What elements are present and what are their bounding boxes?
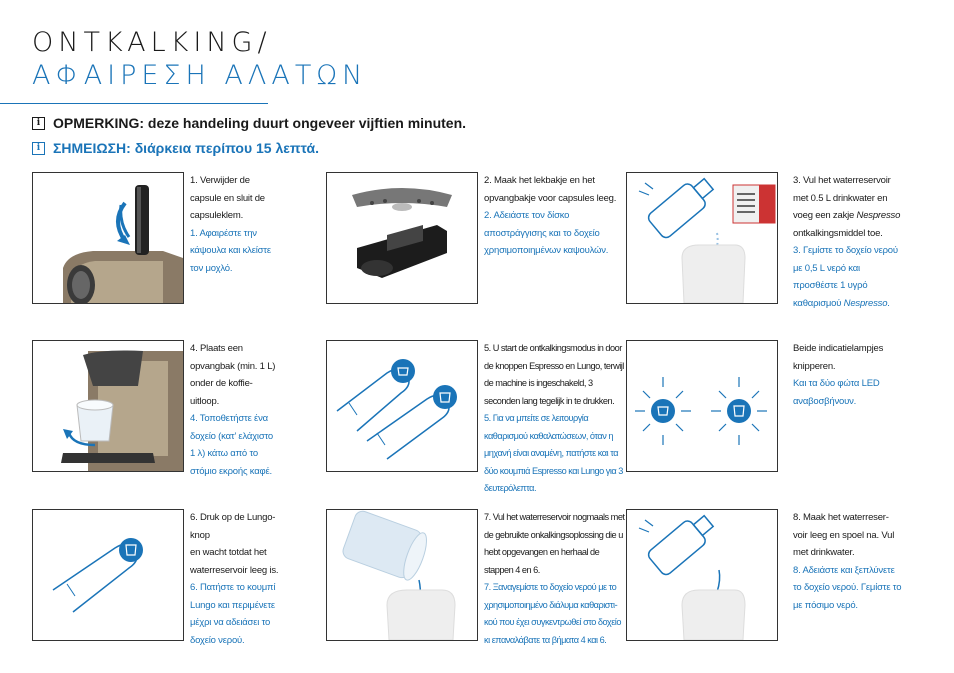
step3-image-fill-reservoir <box>626 172 778 304</box>
step8-image-rinse-reservoir <box>626 509 778 641</box>
step7-text-greek: 7. Ξαναγεμίστε το δοχείο νερού με το χρησιμοποιημένο διάλυμα καθαριστι- κού που έχει συγκεντρωθεί στο δοχείο κι επαναλάβατε τα βήματα 4 και 6. <box>484 582 621 645</box>
step5-text-dutch: 5. U start de ontkalkingsmodus in door de knoppen Espresso en Lungo, terwijl de machine is ingeschakeld, 3 seconden lang tegelijk in te drukken. <box>484 343 624 406</box>
step6-text-greek: 6. Πατήστε το κουμπί Lungo και περιμένετε μέχρι να αδειάσει το δοχείο νερού. <box>190 582 276 646</box>
step8-text-dutch: 8. Maak het waterreser- voir leeg en spoel na. Vul met drinkwater. <box>793 512 895 558</box>
step8-text-greek: 8. Αδειάστε και ξεπλύνετε το δοχείο νερού. Γεμίστε το με πόσιμο νερό. <box>793 564 902 611</box>
title-dutch: ONTKALKING/ <box>32 27 272 58</box>
step5b-image-leds-blinking <box>626 340 778 472</box>
step4-text <box>190 340 280 480</box>
step4-image-place-container <box>32 340 184 472</box>
step6-text-dutch: 6. Druk op de Lungo-knop en wacht totdat het waterreservoir leeg is. <box>190 512 279 576</box>
step5b-text-greek: Και τα δύο φώτα LED αναβοσβήνουν. <box>793 378 880 407</box>
step4-text-greek: 4. Τοποθετήστε ένα δοχείο (κατ’ ελάχιστο 1 λ) κάτω από το στόμιο εκροής καφέ. <box>190 413 274 477</box>
step5-image-press-buttons <box>326 340 478 472</box>
step1-text-greek: 1. Αφαιρέστε την κάψουλα και κλείστε τον μοχλό. <box>190 227 271 274</box>
step4-text-dutch: 4. Plaats een opvangbak (min. 1 L) onder de koffie-uitloop. <box>190 343 276 407</box>
step5b-text-dutch: Beide indicatielampjes knipperen. <box>793 343 884 372</box>
step2-text-greek: 2. Αδειάστε τον δίσκο αποστράγγισης και το δοχείο χρησιμοποιημένων καψουλών. <box>484 210 609 256</box>
step5-text <box>484 340 624 498</box>
step6-image-press-lungo <box>32 509 184 641</box>
step3-text-greek: 3. Γεμίστε το δοχείο νερού με 0,5 L νερό και προσθέστε 1 υγρό καθαρισμού Nespresso. <box>793 245 898 309</box>
step1-text-dutch: 1. Verwijder de capsule en sluit de capsuleklem. <box>190 175 265 221</box>
step1-text <box>190 172 280 277</box>
note-dutch <box>32 114 466 132</box>
step6-text <box>190 509 280 649</box>
step3-text-dutch: 3. Vul het waterreservoir met 0.5 L drinkwater en voeg een zakje Nespresso ontkalkingsmiddel toe. <box>793 175 901 239</box>
step8-text <box>793 509 903 614</box>
step2-text-dutch: 2. Maak het lekbakje en het opvangbakje voor capsules leeg. <box>484 175 617 204</box>
title-greek: ΑΦΑΙΡΕΣΗ ΑΛΑΤΩΝ <box>32 60 368 91</box>
step2-text <box>484 172 624 260</box>
info-icon: i <box>32 117 45 130</box>
step3-text <box>793 172 903 312</box>
page-title <box>32 26 367 92</box>
info-icon: i <box>32 142 45 155</box>
step5b-text <box>793 340 903 410</box>
step5-text-greek: 5. Για να μπείτε σε λειτουργία καθαρισμού καθαλατώσεων, όταν η μηχανή είναι αναμένη, πατήστε και τα δύο κουμπιά Espresso και Lungo για 3 δευτερόλεπτα. <box>484 413 623 493</box>
step1-image-machine-lever <box>32 172 184 304</box>
step7-text <box>484 509 626 649</box>
note-dutch-text: OPMERKING: deze handeling duurt ongeveer vijftien minuten. <box>53 115 467 131</box>
title-underline <box>0 103 268 104</box>
step7-image-refill-reservoir <box>326 509 478 641</box>
step2-image-drip-tray <box>326 172 478 304</box>
note-greek <box>32 139 319 157</box>
step7-text-dutch: 7. Vul het waterreservoir nogmaals met de gebruikte onkalkingsoplossing die u hebt opgevangen en herhaal de stappen 4 en 6. <box>484 512 625 575</box>
note-greek-text: ΣΗΜΕΙΩΣΗ: διάρκεια περίπου 15 λεπτά. <box>53 140 319 156</box>
